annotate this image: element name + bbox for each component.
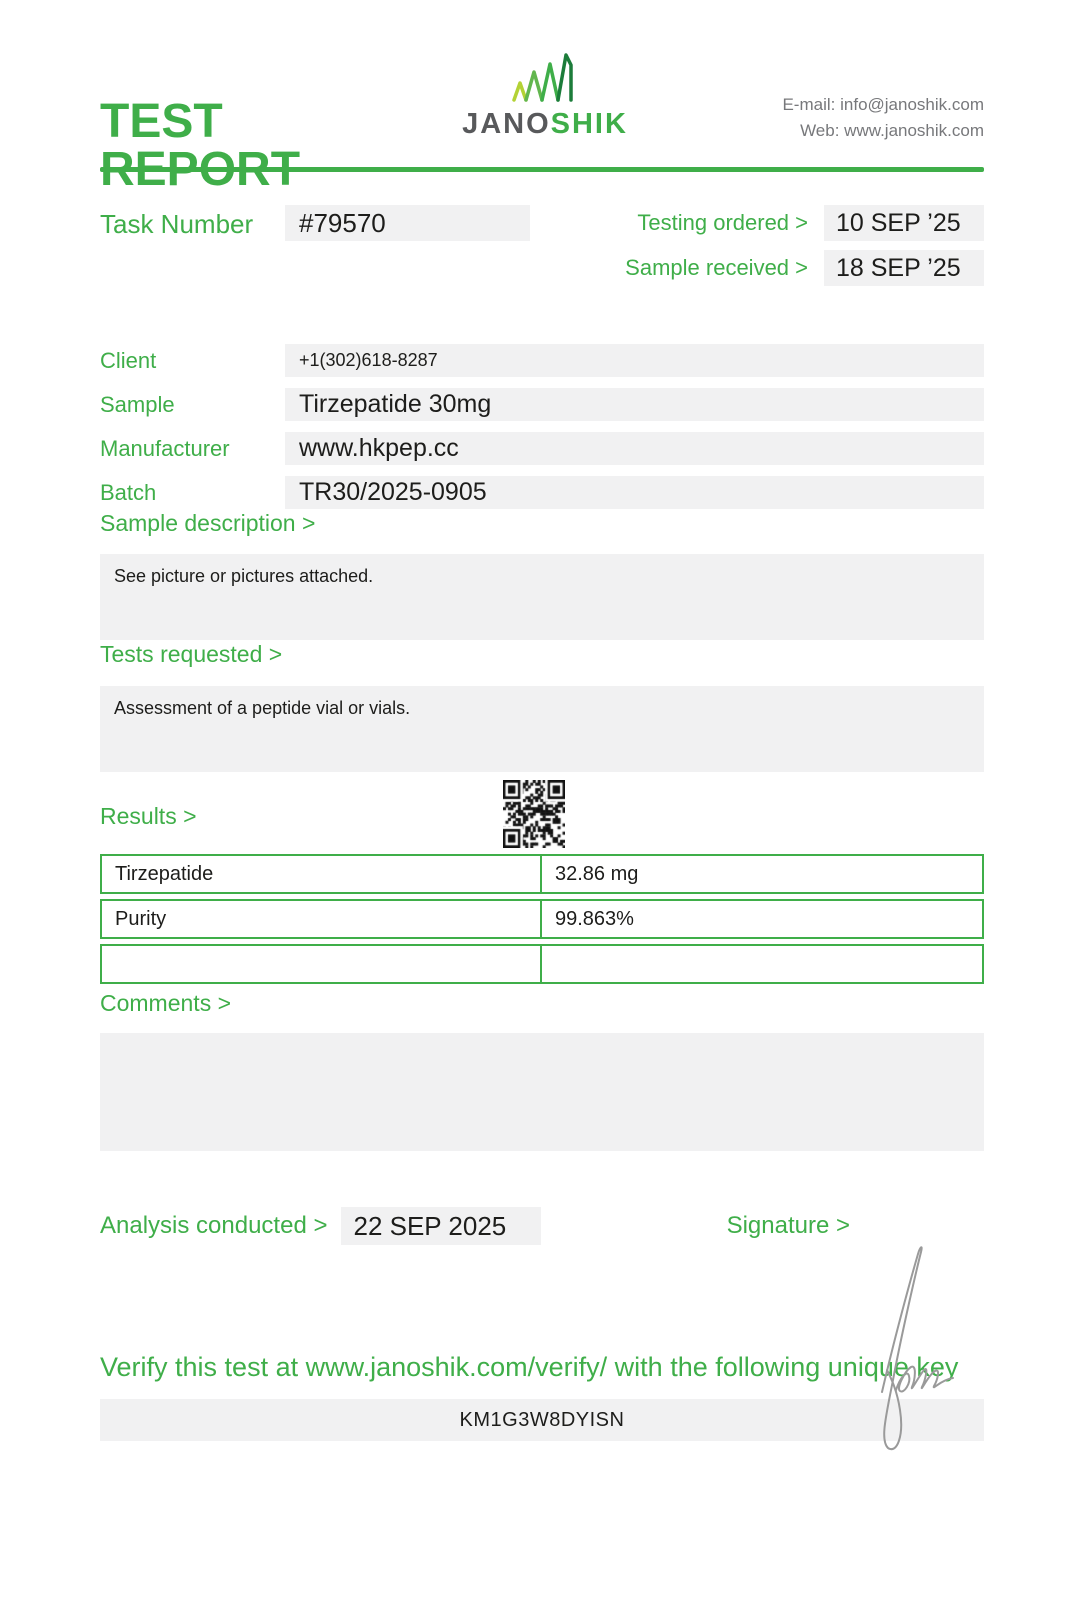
task-number-label: Task Number xyxy=(100,209,254,239)
tests-requested-content: Assessment of a peptide vial or vials. xyxy=(100,686,984,772)
qr-code xyxy=(503,780,565,848)
batch-value: TR30/2025-0905 xyxy=(285,476,984,509)
verify-instruction: Verify this test at www.janoshik.com/verify/ with the following unique key xyxy=(100,1352,959,1382)
testing-ordered-label: Testing ordered > xyxy=(637,210,808,235)
contact-email-line xyxy=(660,92,984,118)
result-name xyxy=(100,944,542,984)
sample-received-label: Sample received > xyxy=(625,255,808,280)
contact-block xyxy=(660,92,984,167)
task-number-row xyxy=(100,205,625,286)
sample-label: Sample xyxy=(100,391,175,417)
task-section xyxy=(100,205,984,286)
sample-description-heading: Sample description > xyxy=(100,510,316,536)
report-title: TEST REPORT xyxy=(100,95,301,196)
task-number-value: #79570 xyxy=(285,205,530,241)
sample-info-list xyxy=(100,344,984,509)
sample-description-content: See picture or pictures attached. xyxy=(100,554,984,640)
result-name: Tirzepatide xyxy=(100,854,542,894)
analysis-conducted-value: 22 SEP 2025 xyxy=(341,1207,541,1245)
batch-row xyxy=(100,476,984,509)
email-value: info@janoshik.com xyxy=(840,95,984,114)
client-row xyxy=(100,344,984,377)
client-label: Client xyxy=(100,347,157,373)
result-value: 32.86 mg xyxy=(542,854,984,894)
signature-scribble-icon xyxy=(860,1240,960,1460)
report-header xyxy=(100,0,984,196)
testing-ordered-value: 10 SEP ’25 xyxy=(824,205,984,241)
contact-web-line xyxy=(660,118,984,144)
sample-value: Tirzepatide 30mg xyxy=(285,388,984,421)
janoshik-logo xyxy=(430,50,660,167)
growth-chart-icon xyxy=(506,50,584,106)
manufacturer-row xyxy=(100,432,984,465)
web-value: www.janoshik.com xyxy=(844,120,984,140)
result-value: 99.863% xyxy=(542,899,984,939)
web-label: Web: xyxy=(800,120,840,140)
email-label: E-mail: xyxy=(782,95,836,114)
result-value xyxy=(542,944,984,984)
results-header-zone xyxy=(100,772,984,852)
sample-received-value: 18 SEP ’25 xyxy=(824,250,984,286)
tests-requested-heading: Tests requested > xyxy=(100,641,283,667)
logo-part-dark: JANO xyxy=(462,108,551,140)
table-row xyxy=(100,944,984,984)
signature-label: Signature > xyxy=(726,1212,850,1239)
logo-part-green: SHIK xyxy=(550,108,628,140)
result-name: Purity xyxy=(100,899,542,939)
testing-ordered-row xyxy=(625,205,984,241)
dates-block xyxy=(625,205,984,286)
client-value: +1(302)618-8287 xyxy=(285,344,984,377)
unique-key-value: KM1G3W8DYISN xyxy=(459,1408,625,1431)
sample-row xyxy=(100,388,984,421)
results-table xyxy=(100,849,984,989)
unique-key-bar xyxy=(100,1399,984,1441)
table-row xyxy=(100,899,984,939)
comments-content xyxy=(100,1033,984,1151)
sample-received-row xyxy=(625,250,984,286)
batch-label: Batch xyxy=(100,479,157,505)
results-heading: Results > xyxy=(100,803,197,829)
analysis-signature-row xyxy=(100,1207,984,1245)
manufacturer-value: www.hkpep.cc xyxy=(285,432,984,465)
table-row xyxy=(100,854,984,894)
manufacturer-label: Manufacturer xyxy=(100,435,230,461)
analysis-conducted-label: Analysis conducted > xyxy=(100,1212,328,1239)
comments-heading: Comments > xyxy=(100,990,232,1016)
logo-wordmark xyxy=(462,108,628,141)
